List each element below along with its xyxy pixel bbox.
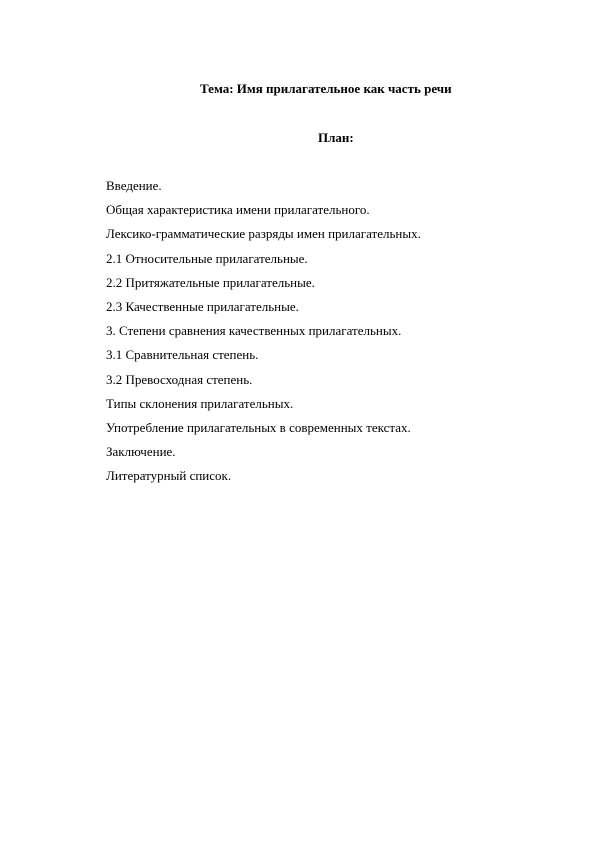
plan-item-usage-in-modern-texts: Употребление прилагательных в современных текстах.	[106, 419, 411, 435]
plan-list	[106, 178, 421, 492]
plan-item-declension-types: Типы склонения прилагательных.	[106, 395, 294, 411]
plan-item-general-characteristics: Общая характеристика имени прилагательного.	[106, 202, 370, 218]
plan-item-qualitative-adjectives: 2.3 Качественные прилагательные.	[106, 298, 299, 314]
plan-item-comparative-degree: 3.1 Сравнительная степень.	[106, 347, 259, 363]
document-title: Тема: Имя прилагательное как часть речи	[200, 81, 452, 96]
plan-item-possessive-adjectives: 2.2 Притяжательные прилагательные.	[106, 274, 315, 290]
plan-item-introduction: Введение.	[106, 178, 162, 193]
plan-heading: План:	[318, 130, 354, 145]
plan-item-bibliography: Литературный список.	[106, 468, 232, 484]
plan-item-superlative-degree: 3.2 Превосходная степень.	[106, 371, 253, 387]
plan-item-conclusion: Заключение.	[106, 444, 176, 460]
plan-item-degrees-of-comparison: 3. Степени сравнения качественных прилагательных.	[106, 323, 402, 339]
plan-item-relative-adjectives: 2.1 Относительные прилагательные.	[106, 250, 308, 266]
plan-item-lexical-grammatical-categories: Лексико-грамматические разряды имен прилагательных.	[106, 226, 421, 242]
